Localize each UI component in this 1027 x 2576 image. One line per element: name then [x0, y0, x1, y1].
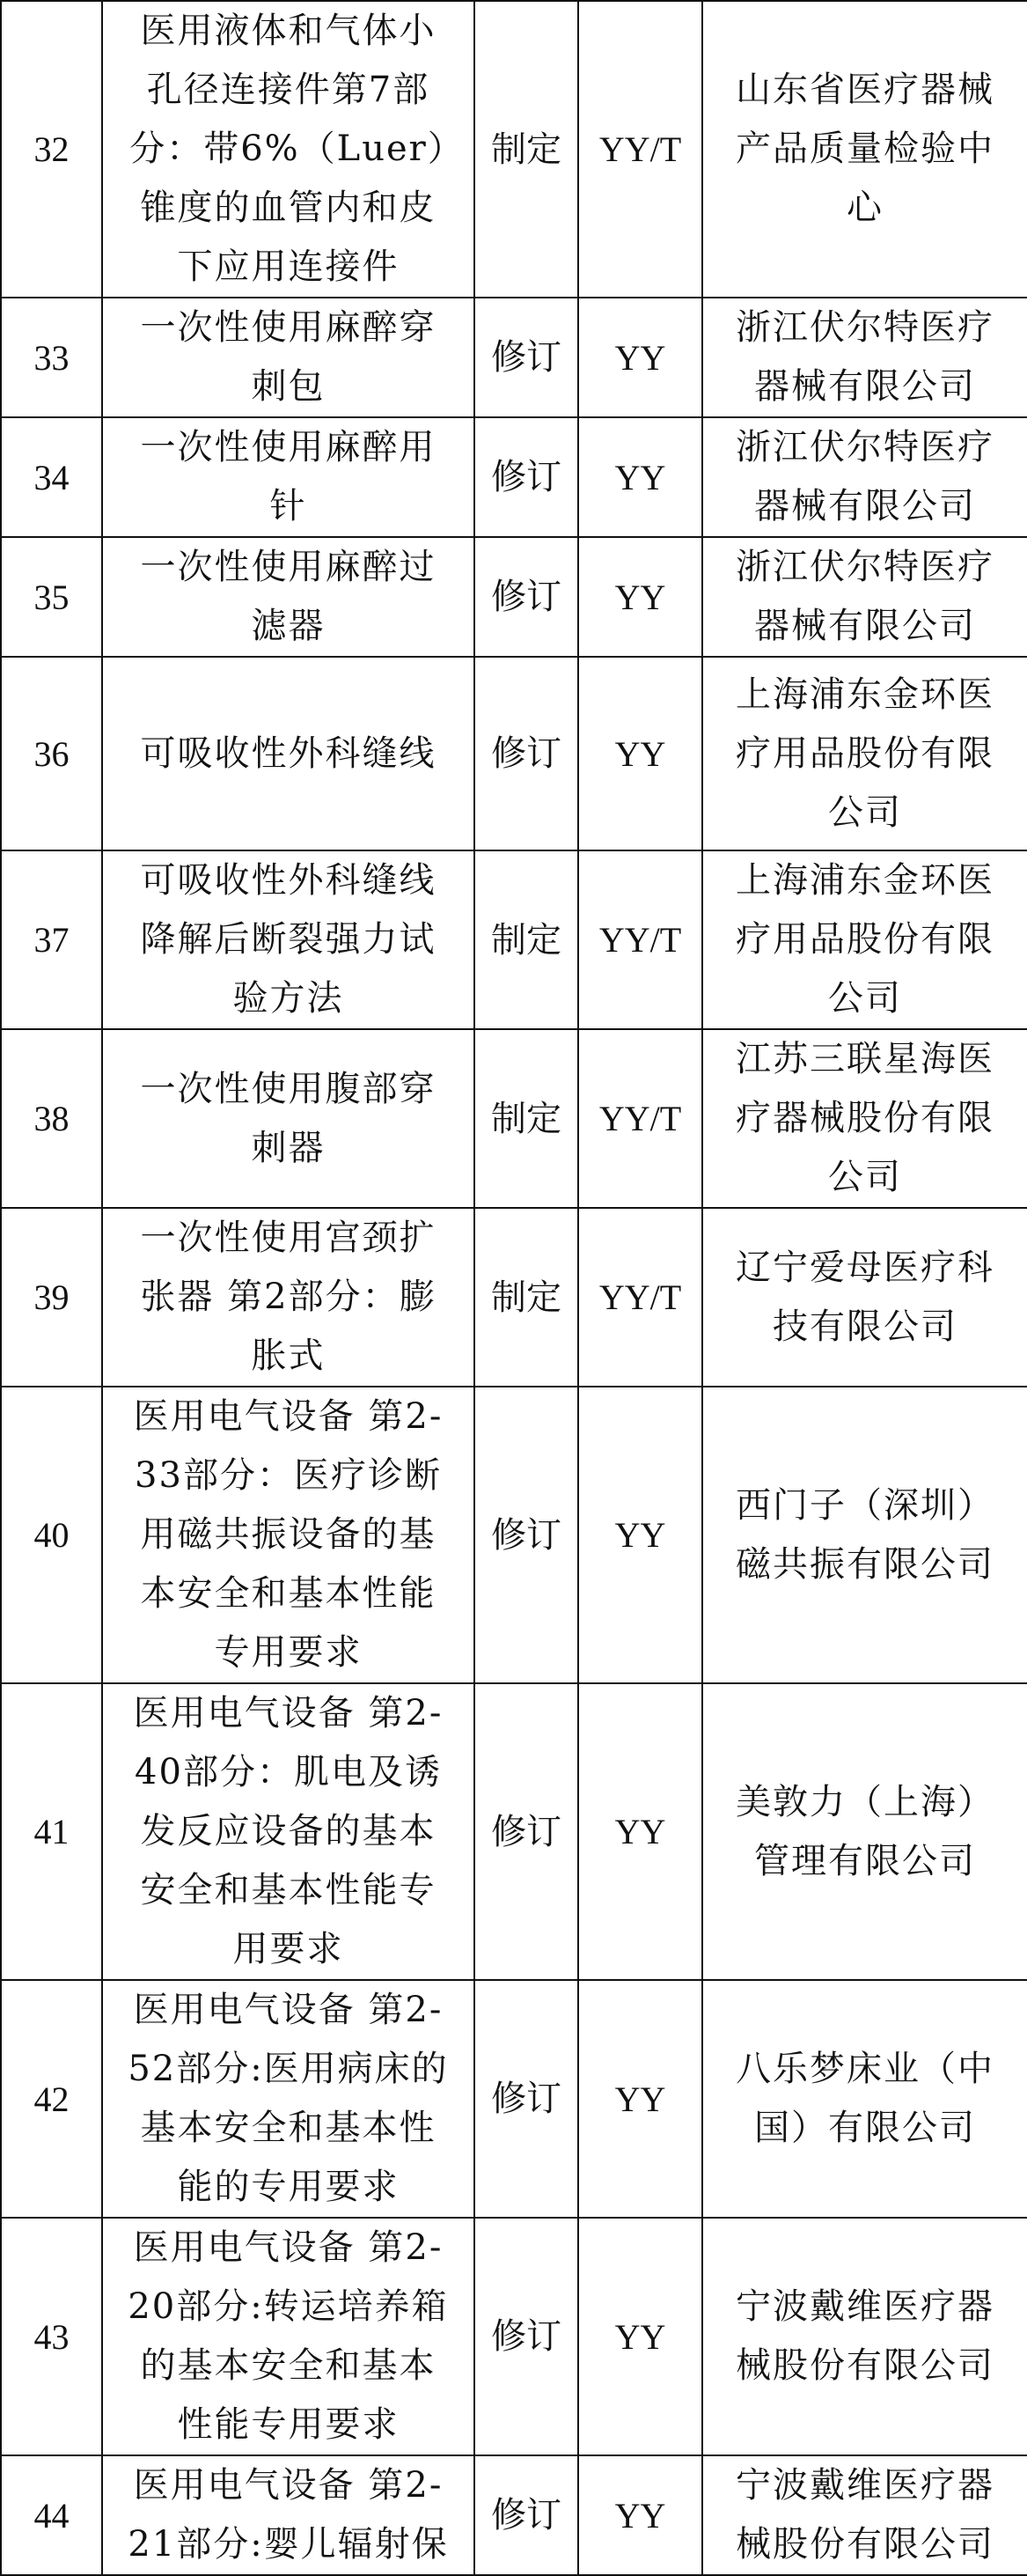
row-number: 32	[1, 1, 102, 298]
row-number: 37	[1, 850, 102, 1029]
drafting-organization: 上海浦东金环医疗用品股份有限公司	[702, 850, 1027, 1029]
drafting-organization: 西门子（深圳）磁共振有限公司	[702, 1387, 1027, 1683]
standard-code: YY/T	[578, 850, 702, 1029]
table-row	[1, 1208, 1027, 1387]
drafting-organization: 宁波戴维医疗器械股份有限公司	[702, 2455, 1027, 2575]
standard-name: 医用电气设备 第2-33部分：医疗诊断用磁共振设备的基本安全和基本性能专用要求	[102, 1387, 474, 1683]
standard-name: 可吸收性外科缝线降解后断裂强力试验方法	[102, 850, 474, 1029]
standard-code: YY/T	[578, 1208, 702, 1387]
revision-type: 修订	[474, 417, 578, 537]
revision-type: 制定	[474, 1, 578, 298]
table-row	[1, 1387, 1027, 1683]
revision-type: 修订	[474, 1387, 578, 1683]
drafting-organization: 美敦力（上海）管理有限公司	[702, 1683, 1027, 1980]
standard-code: YY	[578, 1387, 702, 1683]
standard-code: YY	[578, 537, 702, 657]
drafting-organization: 江苏三联星海医疗器械股份有限公司	[702, 1029, 1027, 1208]
drafting-organization: 八乐梦床业（中国）有限公司	[702, 1980, 1027, 2218]
standard-name: 医用电气设备 第2-21部分:婴儿辐射保	[102, 2455, 474, 2575]
revision-type: 修订	[474, 298, 578, 417]
drafting-organization: 辽宁爱母医疗科技有限公司	[702, 1208, 1027, 1387]
revision-type: 修订	[474, 1683, 578, 1980]
row-number: 40	[1, 1387, 102, 1683]
row-number: 33	[1, 298, 102, 417]
standard-name: 医用电气设备 第2-20部分:转运培养箱的基本安全和基本性能专用要求	[102, 2218, 474, 2455]
table-row	[1, 537, 1027, 657]
table-row	[1, 1683, 1027, 1980]
revision-type: 制定	[474, 850, 578, 1029]
table-row	[1, 657, 1027, 850]
revision-type: 制定	[474, 1208, 578, 1387]
table-row	[1, 1980, 1027, 2218]
table-row	[1, 1029, 1027, 1208]
standard-code: YY	[578, 1980, 702, 2218]
revision-type: 修订	[474, 2218, 578, 2455]
revision-type: 修订	[474, 2455, 578, 2575]
table-row	[1, 850, 1027, 1029]
row-number: 39	[1, 1208, 102, 1387]
standard-name: 医用电气设备 第2-52部分:医用病床的基本安全和基本性能的专用要求	[102, 1980, 474, 2218]
standard-name: 一次性使用宫颈扩张器 第2部分：膨胀式	[102, 1208, 474, 1387]
standard-name: 一次性使用麻醉过滤器	[102, 537, 474, 657]
row-number: 42	[1, 1980, 102, 2218]
row-number: 38	[1, 1029, 102, 1208]
revision-type: 修订	[474, 1980, 578, 2218]
row-number: 43	[1, 2218, 102, 2455]
table-row	[1, 298, 1027, 417]
table-row	[1, 2218, 1027, 2455]
drafting-organization: 山东省医疗器械产品质量检验中心	[702, 1, 1027, 298]
standard-code: YY/T	[578, 1029, 702, 1208]
standard-code: YY	[578, 2455, 702, 2575]
drafting-organization: 宁波戴维医疗器械股份有限公司	[702, 2218, 1027, 2455]
revision-type: 制定	[474, 1029, 578, 1208]
standard-code: YY	[578, 657, 702, 850]
drafting-organization: 浙江伏尔特医疗器械有限公司	[702, 537, 1027, 657]
table-row	[1, 1, 1027, 298]
standard-code: YY/T	[578, 1, 702, 298]
standard-name: 医用电气设备 第2-40部分：肌电及诱发反应设备的基本安全和基本性能专用要求	[102, 1683, 474, 1980]
standard-code: YY	[578, 1683, 702, 1980]
row-number: 41	[1, 1683, 102, 1980]
standard-name: 可吸收性外科缝线	[102, 657, 474, 850]
standard-name: 一次性使用麻醉穿刺包	[102, 298, 474, 417]
drafting-organization: 浙江伏尔特医疗器械有限公司	[702, 298, 1027, 417]
standard-code: YY	[578, 417, 702, 537]
standard-name: 一次性使用腹部穿刺器	[102, 1029, 474, 1208]
drafting-organization: 上海浦东金环医疗用品股份有限公司	[702, 657, 1027, 850]
row-number: 44	[1, 2455, 102, 2575]
row-number: 35	[1, 537, 102, 657]
standard-name: 医用液体和气体小孔径连接件第7部分：带6%（Luer）锥度的血管内和皮下应用连接件	[102, 1, 474, 298]
standard-name: 一次性使用麻醉用针	[102, 417, 474, 537]
table-row	[1, 2455, 1027, 2575]
table-row	[1, 417, 1027, 537]
row-number: 34	[1, 417, 102, 537]
revision-type: 修订	[474, 657, 578, 850]
standard-code: YY	[578, 2218, 702, 2455]
revision-type: 修订	[474, 537, 578, 657]
standard-code: YY	[578, 298, 702, 417]
row-number: 36	[1, 657, 102, 850]
drafting-organization: 浙江伏尔特医疗器械有限公司	[702, 417, 1027, 537]
